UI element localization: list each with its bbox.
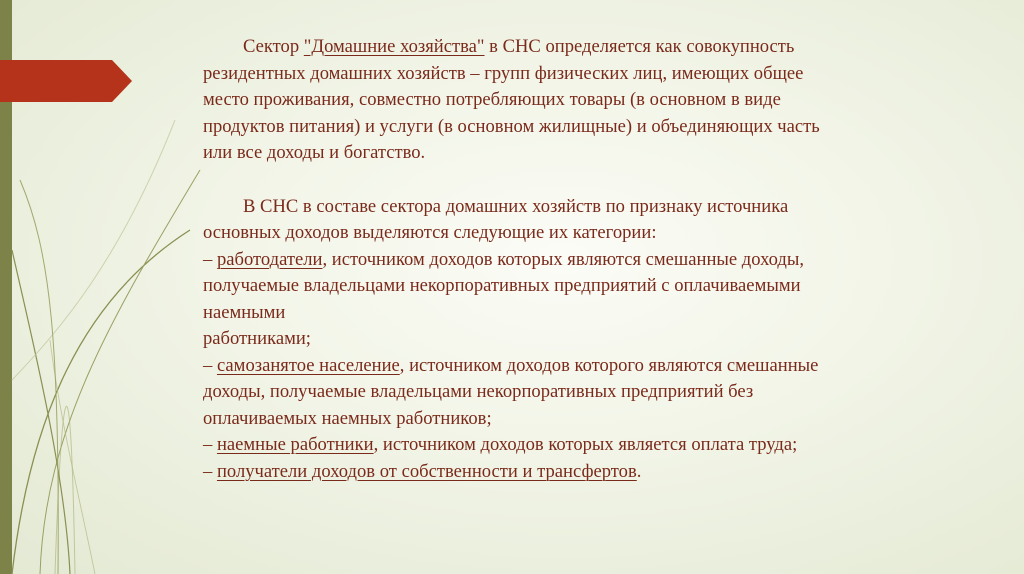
slide-text	[203, 34, 903, 485]
para2-line2: основных доходов выделяются следующие их категории:	[203, 222, 657, 243]
term-self-employed: самозанятое население	[216, 354, 400, 376]
text: , источником доходов которого являются смешанные	[399, 354, 819, 376]
category-item-4	[203, 459, 903, 486]
para1-line2: резидентных домашних хозяйств – групп физических лиц, имеющих общее	[203, 62, 804, 84]
text: , источником доходов которых являются смешанные доходы,	[322, 248, 805, 270]
category-item-2	[203, 353, 903, 380]
category-item-1	[203, 247, 903, 274]
category-item-3	[203, 432, 903, 459]
para1-line3: место проживания, совместно потребляющих товары (в основном в виде	[203, 89, 781, 110]
dash: –	[203, 434, 217, 455]
category-item-1-cont: работниками;	[203, 328, 311, 349]
paragraph-gap	[203, 167, 903, 194]
red-arrow-shape	[0, 60, 140, 102]
category-item-1-cont: наемными	[203, 301, 286, 323]
category-item-2-cont: доходы, получаемые владельцами некорпоративных предприятий без	[203, 381, 754, 402]
category-item-1-cont: получаемые владельцами некорпоративных предприятий с оплачиваемыми	[203, 275, 801, 296]
term-households: "Домашние хозяйства"	[303, 36, 485, 57]
text: .	[636, 460, 642, 482]
term-employees: наемные работники	[216, 434, 374, 455]
para1-line4: продуктов питания) и услуги (в основном жилищные) и объединяющих часть	[203, 115, 820, 137]
para2-line1: В СНС в составе сектора домашних хозяйств по признаку источника	[243, 195, 789, 217]
dash: –	[203, 354, 217, 376]
text: в СНС определяется как совокупность	[484, 36, 795, 57]
text: Сектор	[243, 36, 304, 57]
dash: –	[203, 248, 217, 270]
category-item-2-cont: оплачиваемых наемных работников;	[203, 407, 492, 429]
dash: –	[203, 460, 217, 482]
para1-line5: или все доходы и богатство.	[203, 142, 426, 163]
text: , источником доходов которых является оплата труда;	[373, 434, 798, 455]
term-employers: работодатели	[216, 248, 323, 270]
para1-line1	[203, 34, 903, 61]
term-property-income-recipients: получатели доходов от собственности и трансфертов	[216, 460, 637, 482]
